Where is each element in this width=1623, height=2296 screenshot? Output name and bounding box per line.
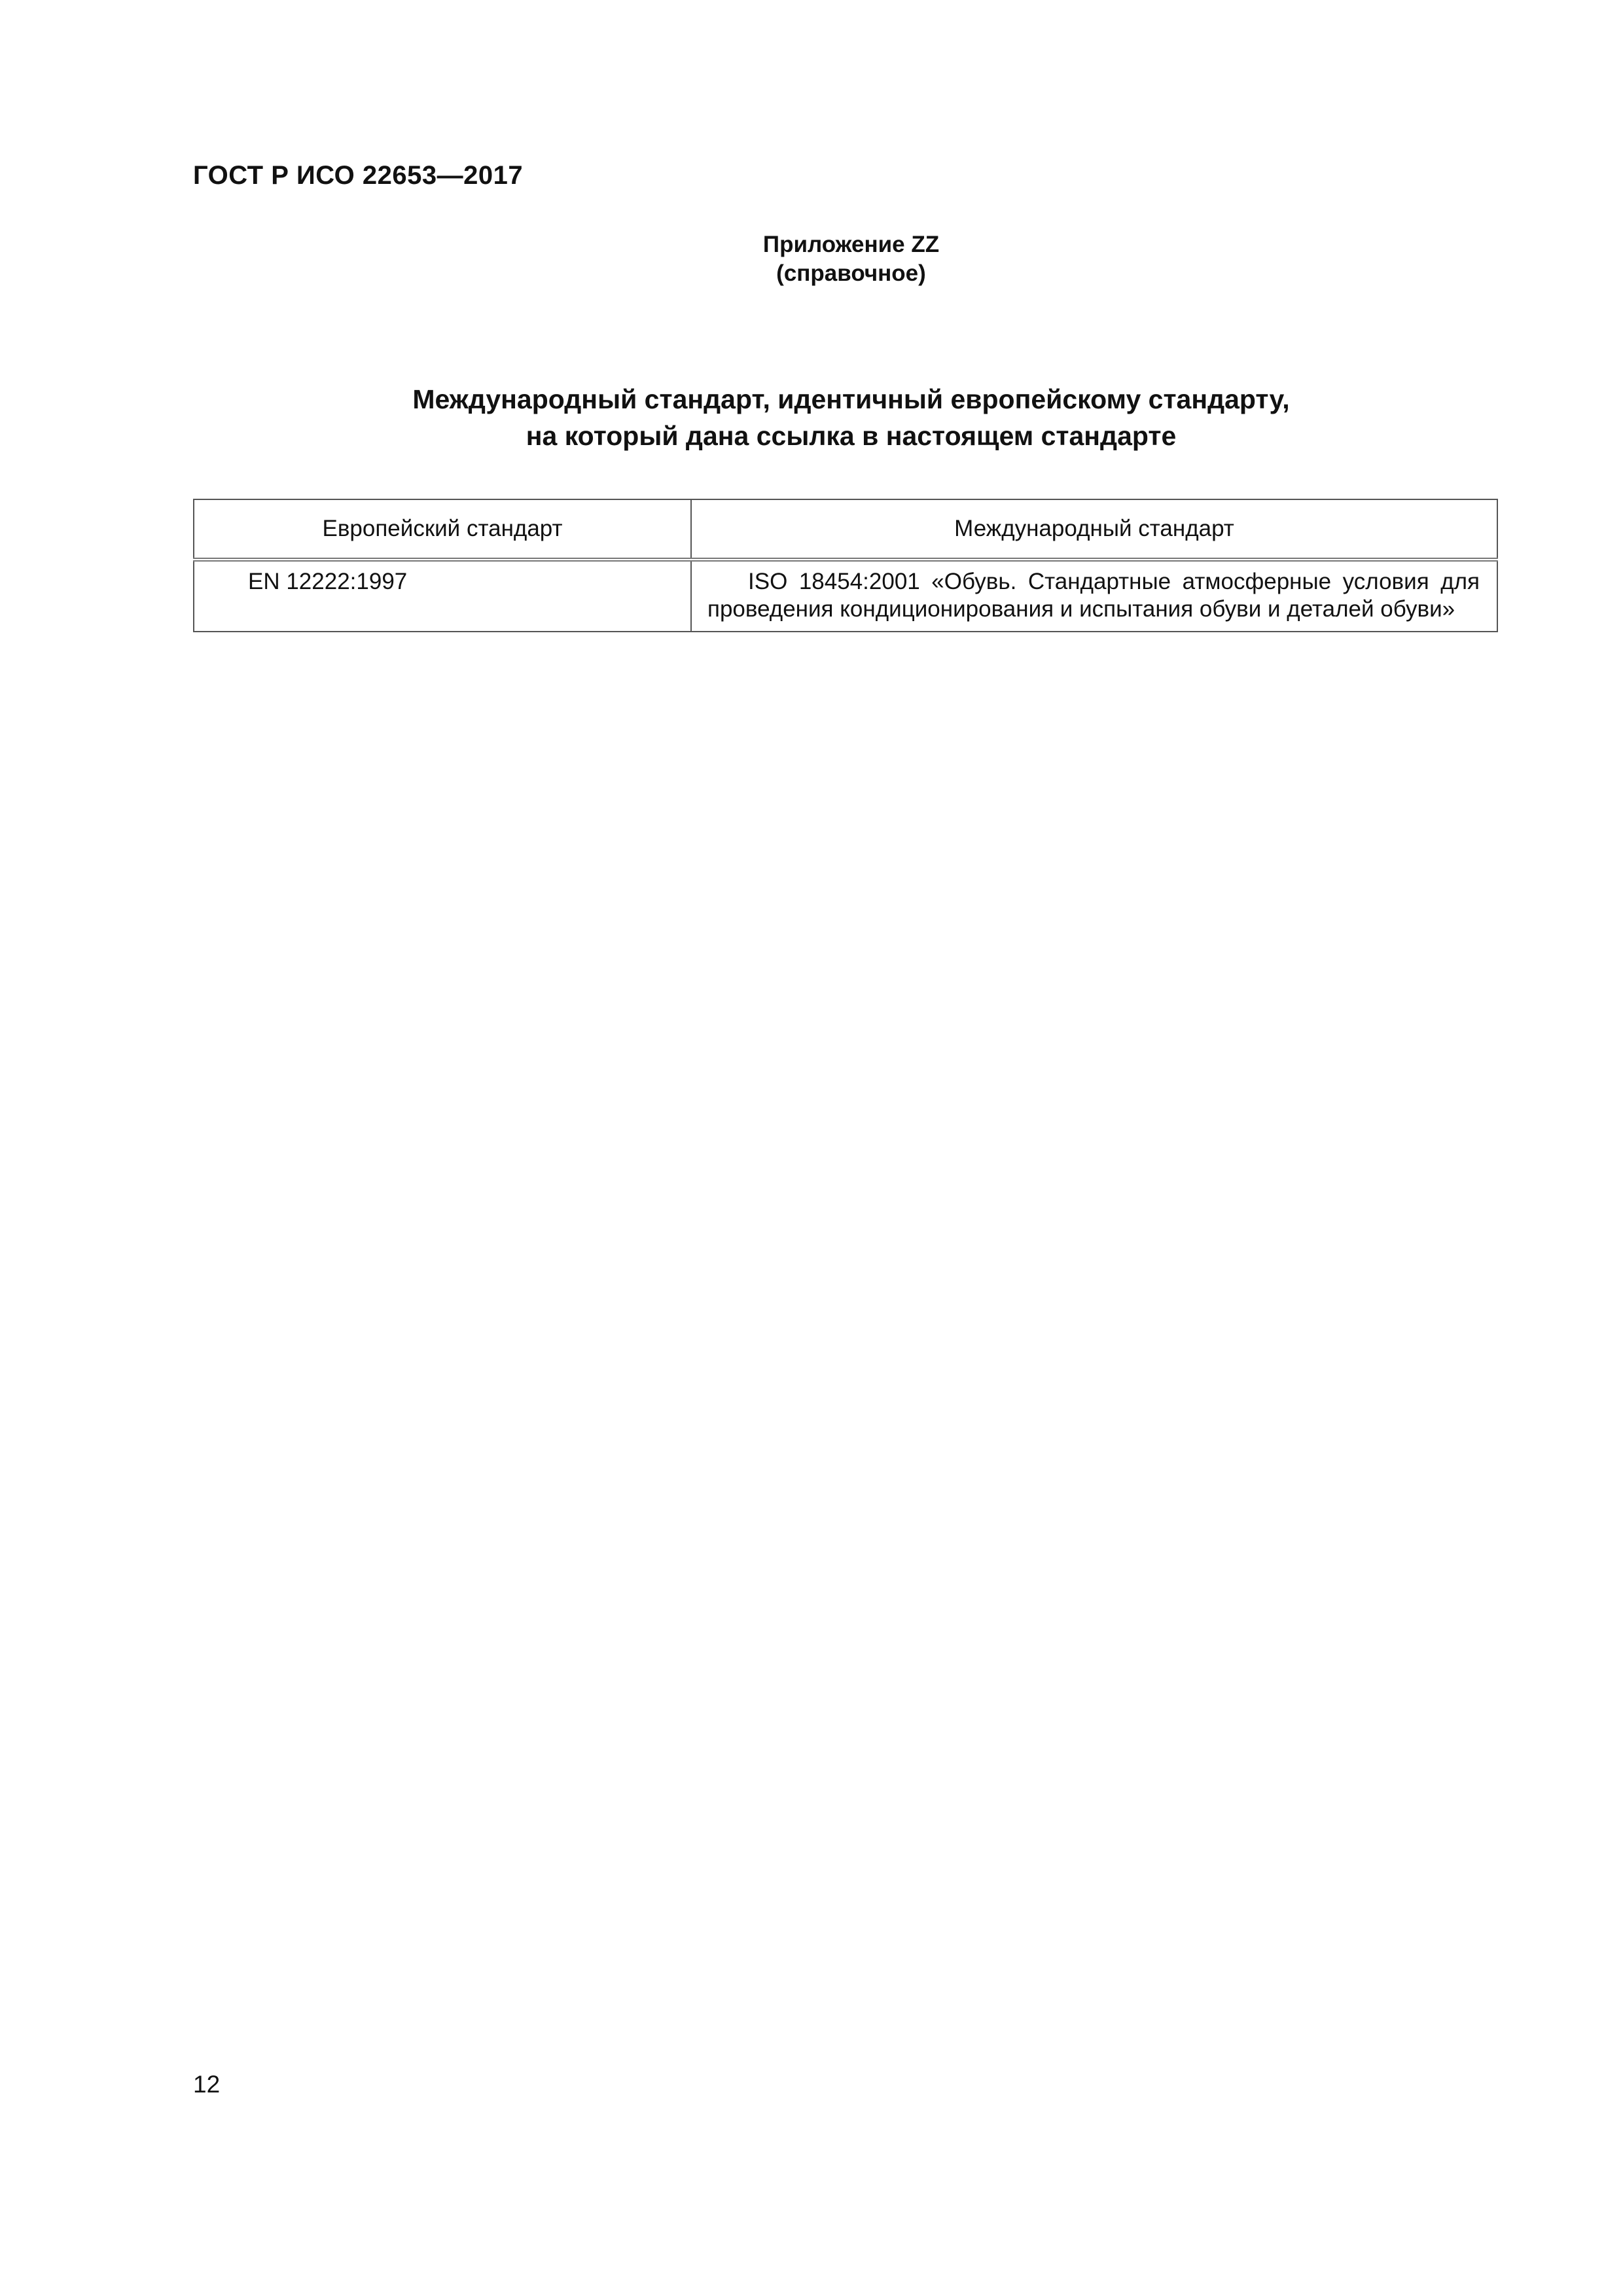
table-header-row: [194, 499, 1497, 560]
appendix-type: (справочное): [776, 260, 926, 286]
column-header-international: Международный стандарт: [691, 499, 1497, 560]
page-number: 12: [193, 2071, 221, 2098]
appendix-label: Приложение ZZ: [762, 232, 940, 257]
appendix-heading: [0, 230, 1623, 288]
cell-international-standard: ISO 18454:2001 «Обувь. Стандартные атмосферные условия для проведения кондиционирования и испытания обуви и деталей обуви»: [691, 560, 1497, 632]
column-header-european: Европейский стандарт: [194, 499, 691, 560]
reference-table: [193, 499, 1498, 632]
section-title: [0, 381, 1623, 454]
section-title-line-2: на который дана ссылка в настоящем стандарте: [526, 421, 1177, 451]
document-code: ГОСТ Р ИСО 22653—2017: [193, 161, 524, 190]
section-title-line-1: Международный стандарт, идентичный европейскому стандарту,: [412, 384, 1290, 414]
cell-european-standard: EN 12222:1997: [194, 560, 691, 632]
table-row: [194, 560, 1497, 632]
